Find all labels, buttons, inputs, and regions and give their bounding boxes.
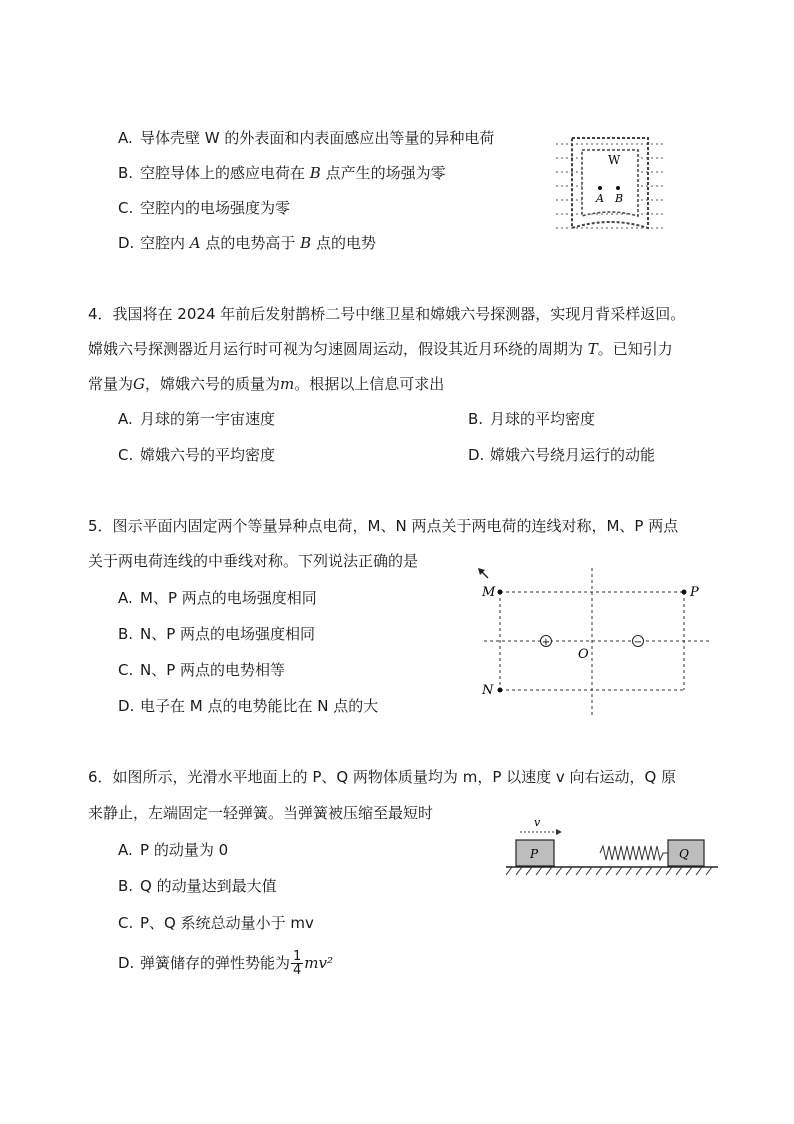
q5-option-a: A. M、P 两点的电场强度相同 [118, 589, 317, 607]
q6-option-b: B. Q 的动量达到最大值 [118, 877, 277, 895]
q5-minus-sign: − [633, 637, 643, 648]
q6-label-v: v [534, 816, 541, 829]
q5-label-o: O [578, 647, 589, 662]
q6-option-c: C. P、Q 系统总动量小于 mv [118, 914, 314, 932]
q4-stem-line2: 嫦娥六号探测器近月运行时可视为匀速圆周运动，假设其近月环绕的周期为 T。已知引力 [88, 340, 673, 358]
q6-ground-hatching [506, 867, 712, 875]
q4-option-a: A. 月球的第一宇宙速度 [118, 410, 276, 428]
q3-label-b: B [615, 192, 624, 205]
q5-label-n: N [482, 683, 494, 698]
q5-option-b: B. N、P 两点的电场强度相同 [118, 625, 316, 643]
q3-option-c: C. 空腔内的电场强度为零 [118, 199, 291, 217]
q3-label-a: A [596, 192, 604, 205]
q6-stem-line1: 6．如图所示，光滑水平地面上的 P、Q 两物体质量均为 m，P 以速度 v 向右运动，Q 原 [88, 768, 677, 786]
q5-plus-sign: + [541, 637, 551, 648]
q3-option-a: A. 导体壳壁 W 的外表面和内表面感应出等量的异种电荷 [118, 129, 495, 147]
q5-stem-line2: 关于两电荷连线的中垂线对称。下列说法正确的是 [88, 552, 419, 570]
q5-label-m: M [482, 585, 496, 600]
q4-option-c: C. 嫦娥六号的平均密度 [118, 446, 276, 464]
q3-option-b: B. 空腔导体上的感应电荷在 B 点产生的场强为零 [118, 164, 446, 182]
q3-point-a [598, 186, 602, 190]
q6-option-a: A. P 的动量为 0 [118, 841, 229, 859]
q5-charges-figure [472, 562, 716, 720]
q3-conductor-figure [552, 124, 668, 242]
q5-point-m [498, 590, 503, 595]
q5-option-d: D. 电子在 M 点的电势能比在 N 点的大 [118, 697, 379, 715]
q6-option-d-fraction: $\frac{1}{4}$ [293, 949, 302, 978]
q3-label-w: W [608, 153, 621, 167]
q6-velocity-arrow-head [556, 829, 562, 835]
q5-stem-line1: 5．图示平面内固定两个等量异种点电荷，M、N 两点关于两电荷的连线对称，M、P 两点 [88, 517, 679, 535]
q5-point-p [682, 590, 687, 595]
q4-option-b: B. 月球的平均密度 [468, 410, 596, 428]
q5-option-c: C. N、P 两点的电势相等 [118, 661, 286, 679]
q3-option-d: D. 空腔内 A 点的电势高于 B 点的电势 [118, 234, 376, 252]
q5-label-p: P [690, 585, 699, 600]
q4-option-d: D. 嫦娥六号绕月运行的动能 [468, 446, 656, 464]
q6-label-q: Q [679, 847, 689, 861]
q6-stem-line2: 来静止，左端固定一轻弹簧。当弹簧被压缩至最短时 [88, 804, 434, 822]
q6-blocks-figure [506, 812, 718, 882]
q6-spring [600, 846, 668, 860]
q4-stem-line1: 4．我国将在 2024 年前后发射鹊桥二号中继卫星和嫦娥六号探测器，实现月背采样返回。 [88, 305, 686, 323]
q3-point-b [616, 186, 620, 190]
q6-label-p: P [530, 847, 539, 861]
q6-option-d: D. 弹簧储存的弹性势能为 $\frac{1}{4}$ mv² [118, 949, 334, 978]
q4-stem-line3: 常量为G，嫦娥六号的质量为m。根据以上信息可求出 [88, 375, 445, 393]
q5-point-n [498, 688, 503, 693]
